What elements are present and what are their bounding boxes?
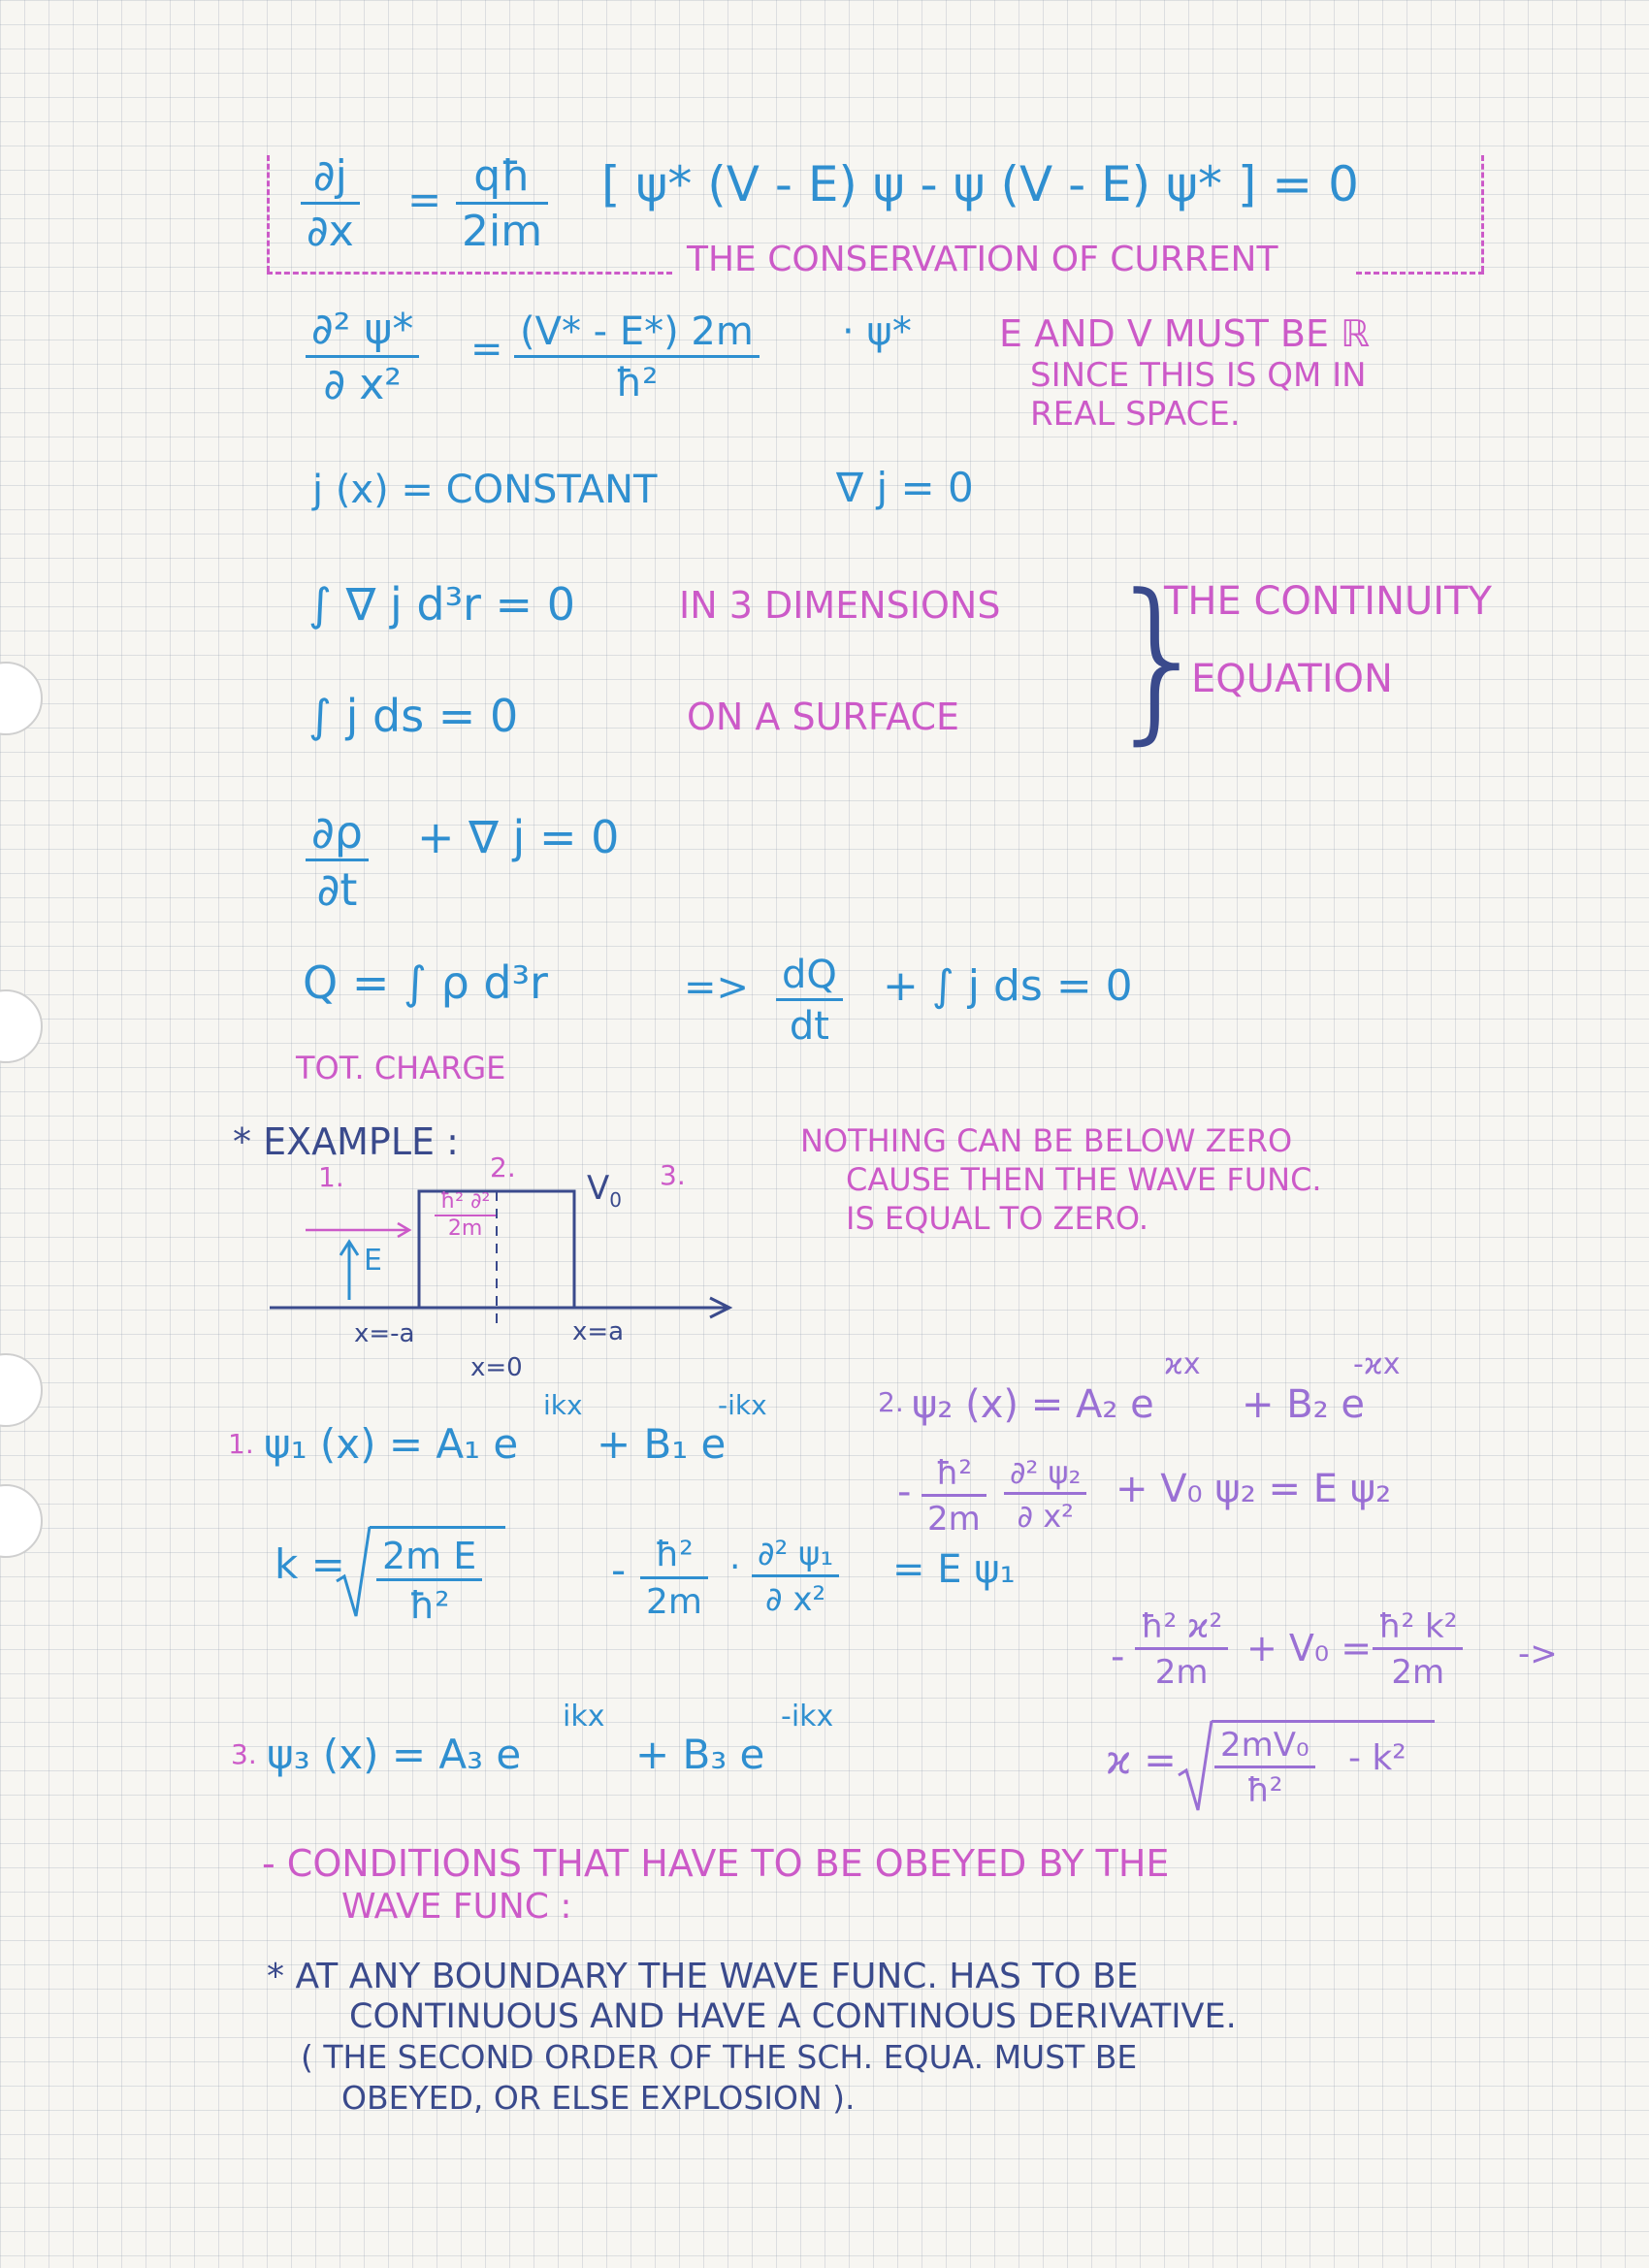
- charge-eq: Q = ∫ ρ d³r: [303, 956, 548, 1009]
- k-sqrt-bar: [370, 1526, 505, 1529]
- sol1-exp-2: -ikx: [718, 1389, 767, 1421]
- v0-text: V: [587, 1169, 610, 1208]
- sol3-eq: ψ₃ (x) = A₃ e: [267, 1731, 522, 1778]
- k-sqrt-sign: [335, 1523, 373, 1620]
- conditions-star-1: * AT ANY BOUNDARY THE WAVE FUNC. HAS TO BE: [267, 1957, 1139, 1996]
- sol3-exp-2: -ikx: [781, 1700, 834, 1733]
- conditions-line-2: WAVE FUNC :: [341, 1887, 572, 1927]
- sol1-label: 1.: [228, 1428, 254, 1460]
- sol2-exp-1: ϰx: [1164, 1347, 1201, 1381]
- x-left-label: x=-a: [354, 1319, 415, 1348]
- inner-kinetic-frac: [435, 1191, 496, 1240]
- schr1-rhs: = E ψ₁: [892, 1547, 1016, 1592]
- conj-rhs-den: ħ²: [615, 361, 659, 405]
- volume-note: IN 3 DIMENSIONS: [679, 584, 1001, 627]
- schr2-b-frac: [1004, 1454, 1086, 1535]
- conditions-star-2: CONTINUOUS AND HAVE A CONTINOUS DERIVATIVE.: [349, 1997, 1237, 2036]
- schr1-dot: ·: [729, 1547, 741, 1587]
- binder-hole-3: [0, 1353, 43, 1427]
- schr1-minus: -: [611, 1546, 627, 1594]
- conj-rhs: [514, 309, 760, 405]
- charge-caption: TOT. CHARGE: [296, 1050, 506, 1086]
- schr2-b-den: ∂ x²: [1017, 1498, 1074, 1535]
- charge-arrow: =>: [684, 965, 750, 1010]
- conj-lhs-num: ∂² ψ*: [306, 308, 419, 358]
- conj-equals: =: [470, 327, 503, 372]
- kappa-sqrt-bar: [1212, 1720, 1435, 1723]
- conj-lhs-den: ∂ x²: [323, 360, 402, 409]
- region-2-label: 2.: [490, 1151, 516, 1183]
- example-note-3: IS EQUAL TO ZERO.: [846, 1200, 1148, 1237]
- energy-rel-a-den: 2m: [1154, 1653, 1209, 1692]
- region-3-label: 3.: [660, 1159, 686, 1191]
- sol2-label: 2.: [878, 1386, 904, 1418]
- sol2-plus: + B₂ e: [1242, 1382, 1366, 1427]
- current-caption: THE CONSERVATION OF CURRENT: [687, 240, 1278, 279]
- current-equals: =: [407, 176, 442, 223]
- kappa-lhs: ϰ =: [1106, 1738, 1177, 1783]
- schr1-b-frac: [752, 1535, 839, 1619]
- box-bottom-left: [267, 272, 672, 275]
- schr1-a-frac: [640, 1535, 708, 1622]
- v0-label: [587, 1169, 622, 1212]
- current-lhs-num: ∂j: [301, 155, 360, 205]
- energy-rel-b-frac: [1373, 1607, 1463, 1692]
- kappa-sqrt-sign: [1177, 1717, 1215, 1814]
- conj-note-2: SINCE THIS IS QM IN: [1030, 356, 1367, 395]
- box-left: [267, 155, 270, 272]
- schr1-b-num: ∂² ψ₁: [752, 1538, 839, 1577]
- box-right: [1481, 155, 1484, 272]
- sol2-exp-2: -ϰx: [1353, 1347, 1401, 1381]
- energy-rel-mid: + V₀ =: [1246, 1627, 1373, 1669]
- surface-note: ON A SURFACE: [687, 696, 960, 738]
- div-j-eq: ∇ j = 0: [836, 464, 974, 511]
- conditions-star-3: ( THE SECOND ORDER OF THE SCH. EQUA. MUST BE: [301, 2038, 1138, 2076]
- kappa-frac: [1214, 1726, 1315, 1810]
- current-lhs-den: ∂x: [307, 207, 354, 256]
- schr2-rhs: + V₀ ψ₂ = E ψ₂: [1116, 1467, 1392, 1511]
- schr2-a-frac: [922, 1454, 986, 1539]
- schr1-a-num: ħ²: [640, 1538, 708, 1579]
- v0-subscript: 0: [609, 1187, 622, 1212]
- k-frac: [376, 1535, 482, 1627]
- kappa-den: ħ²: [1246, 1771, 1283, 1810]
- current-lhs: [301, 151, 360, 256]
- example-heading: * EXAMPLE :: [233, 1120, 459, 1163]
- schr2-a-den: 2m: [927, 1500, 981, 1539]
- volume-integral-eq: ∫ ∇ j d³r = 0: [308, 578, 575, 631]
- charge-dq-num: dQ: [776, 956, 843, 1001]
- schr2-b-num: ∂² ψ₂: [1004, 1457, 1086, 1495]
- conj-lhs: [306, 305, 419, 409]
- j-constant-eq: j (x) = CONSTANT: [312, 468, 658, 512]
- current-coef: [456, 151, 548, 256]
- region-1-label: 1.: [318, 1161, 344, 1193]
- inner-kinetic-num: ħ² ∂²: [435, 1191, 496, 1216]
- sol3-label: 3.: [231, 1738, 257, 1770]
- conditions-star-4: OBEYED, OR ELSE EXPLOSION ).: [341, 2079, 856, 2117]
- box-bottom-right: [1356, 272, 1484, 275]
- conj-note-1: E AND V MUST BE ℝ: [999, 312, 1371, 355]
- rho-frac: [306, 806, 369, 916]
- current-coef-num: qħ: [456, 155, 548, 205]
- charge-dq-den: dt: [789, 1004, 829, 1049]
- conj-note-3: REAL SPACE.: [1030, 395, 1241, 434]
- schr1-a-den: 2m: [646, 1582, 702, 1622]
- schr2-minus: -: [897, 1470, 912, 1514]
- sol3-plus: + B₃ e: [635, 1731, 765, 1778]
- charge-dq-frac: [776, 953, 843, 1049]
- kappa-num: 2mV₀: [1214, 1729, 1315, 1768]
- conj-rhs-num: (V* - E*) 2m: [514, 312, 760, 358]
- example-note-1: NOTHING CAN BE BELOW ZERO: [800, 1122, 1293, 1159]
- example-note-2: CAUSE THEN THE WAVE FUNC.: [846, 1161, 1322, 1198]
- energy-rel-a-frac: [1135, 1607, 1228, 1692]
- inner-kinetic-den: 2m: [447, 1216, 483, 1241]
- x-right-label: x=a: [572, 1317, 625, 1346]
- rho-num: ∂ρ: [306, 810, 369, 861]
- kappa-tail: - k²: [1348, 1738, 1406, 1778]
- current-coef-den: 2im: [462, 207, 543, 256]
- sol1-plus: + B₁ e: [597, 1420, 727, 1468]
- charge-tail: + ∫ j ds = 0: [883, 961, 1133, 1011]
- sol3-exp-1: ikx: [563, 1700, 605, 1733]
- continuity-label-2: EQUATION: [1191, 657, 1393, 701]
- energy-rel-b-den: 2m: [1391, 1653, 1445, 1692]
- energy-rel-a-num: ħ² ϰ²: [1135, 1610, 1228, 1650]
- k-lhs: k =: [275, 1540, 345, 1588]
- conj-rhs-tail: · ψ*: [842, 309, 912, 354]
- energy-rel-arrow: ->: [1518, 1635, 1558, 1673]
- energy-rel-minus: -: [1111, 1635, 1125, 1679]
- energy-rel-b-num: ħ² k²: [1373, 1610, 1463, 1650]
- potential-well-svg: [262, 1174, 747, 1368]
- surface-integral-eq: ∫ j ds = 0: [308, 690, 519, 742]
- binder-hole-2: [0, 989, 43, 1063]
- sol1-eq: ψ₁ (x) = A₁ e: [264, 1420, 519, 1468]
- binder-hole-1: [0, 662, 43, 735]
- rho-tail: + ∇ j = 0: [417, 811, 620, 863]
- x-zero-label: x=0: [470, 1353, 523, 1382]
- binder-hole-4: [0, 1484, 43, 1558]
- rho-den: ∂t: [316, 863, 358, 916]
- continuity-label-1: THE CONTINUITY: [1164, 579, 1492, 624]
- current-bracket: [ ψ* (V - E) ψ - ψ (V - E) ψ* ] = 0: [601, 156, 1359, 212]
- sol1-exp-1: ikx: [543, 1389, 583, 1421]
- schr1-b-den: ∂ x²: [764, 1580, 826, 1619]
- energy-label: E: [364, 1244, 382, 1278]
- sol2-eq: ψ₂ (x) = A₂ e: [912, 1382, 1154, 1427]
- continuity-brace: }: [1104, 558, 1215, 761]
- k-num: 2m E: [376, 1538, 482, 1581]
- conditions-line-1: - CONDITIONS THAT HAVE TO BE OBEYED BY THE: [262, 1842, 1170, 1885]
- k-den: ħ²: [408, 1584, 450, 1627]
- schr2-a-num: ħ²: [922, 1457, 986, 1497]
